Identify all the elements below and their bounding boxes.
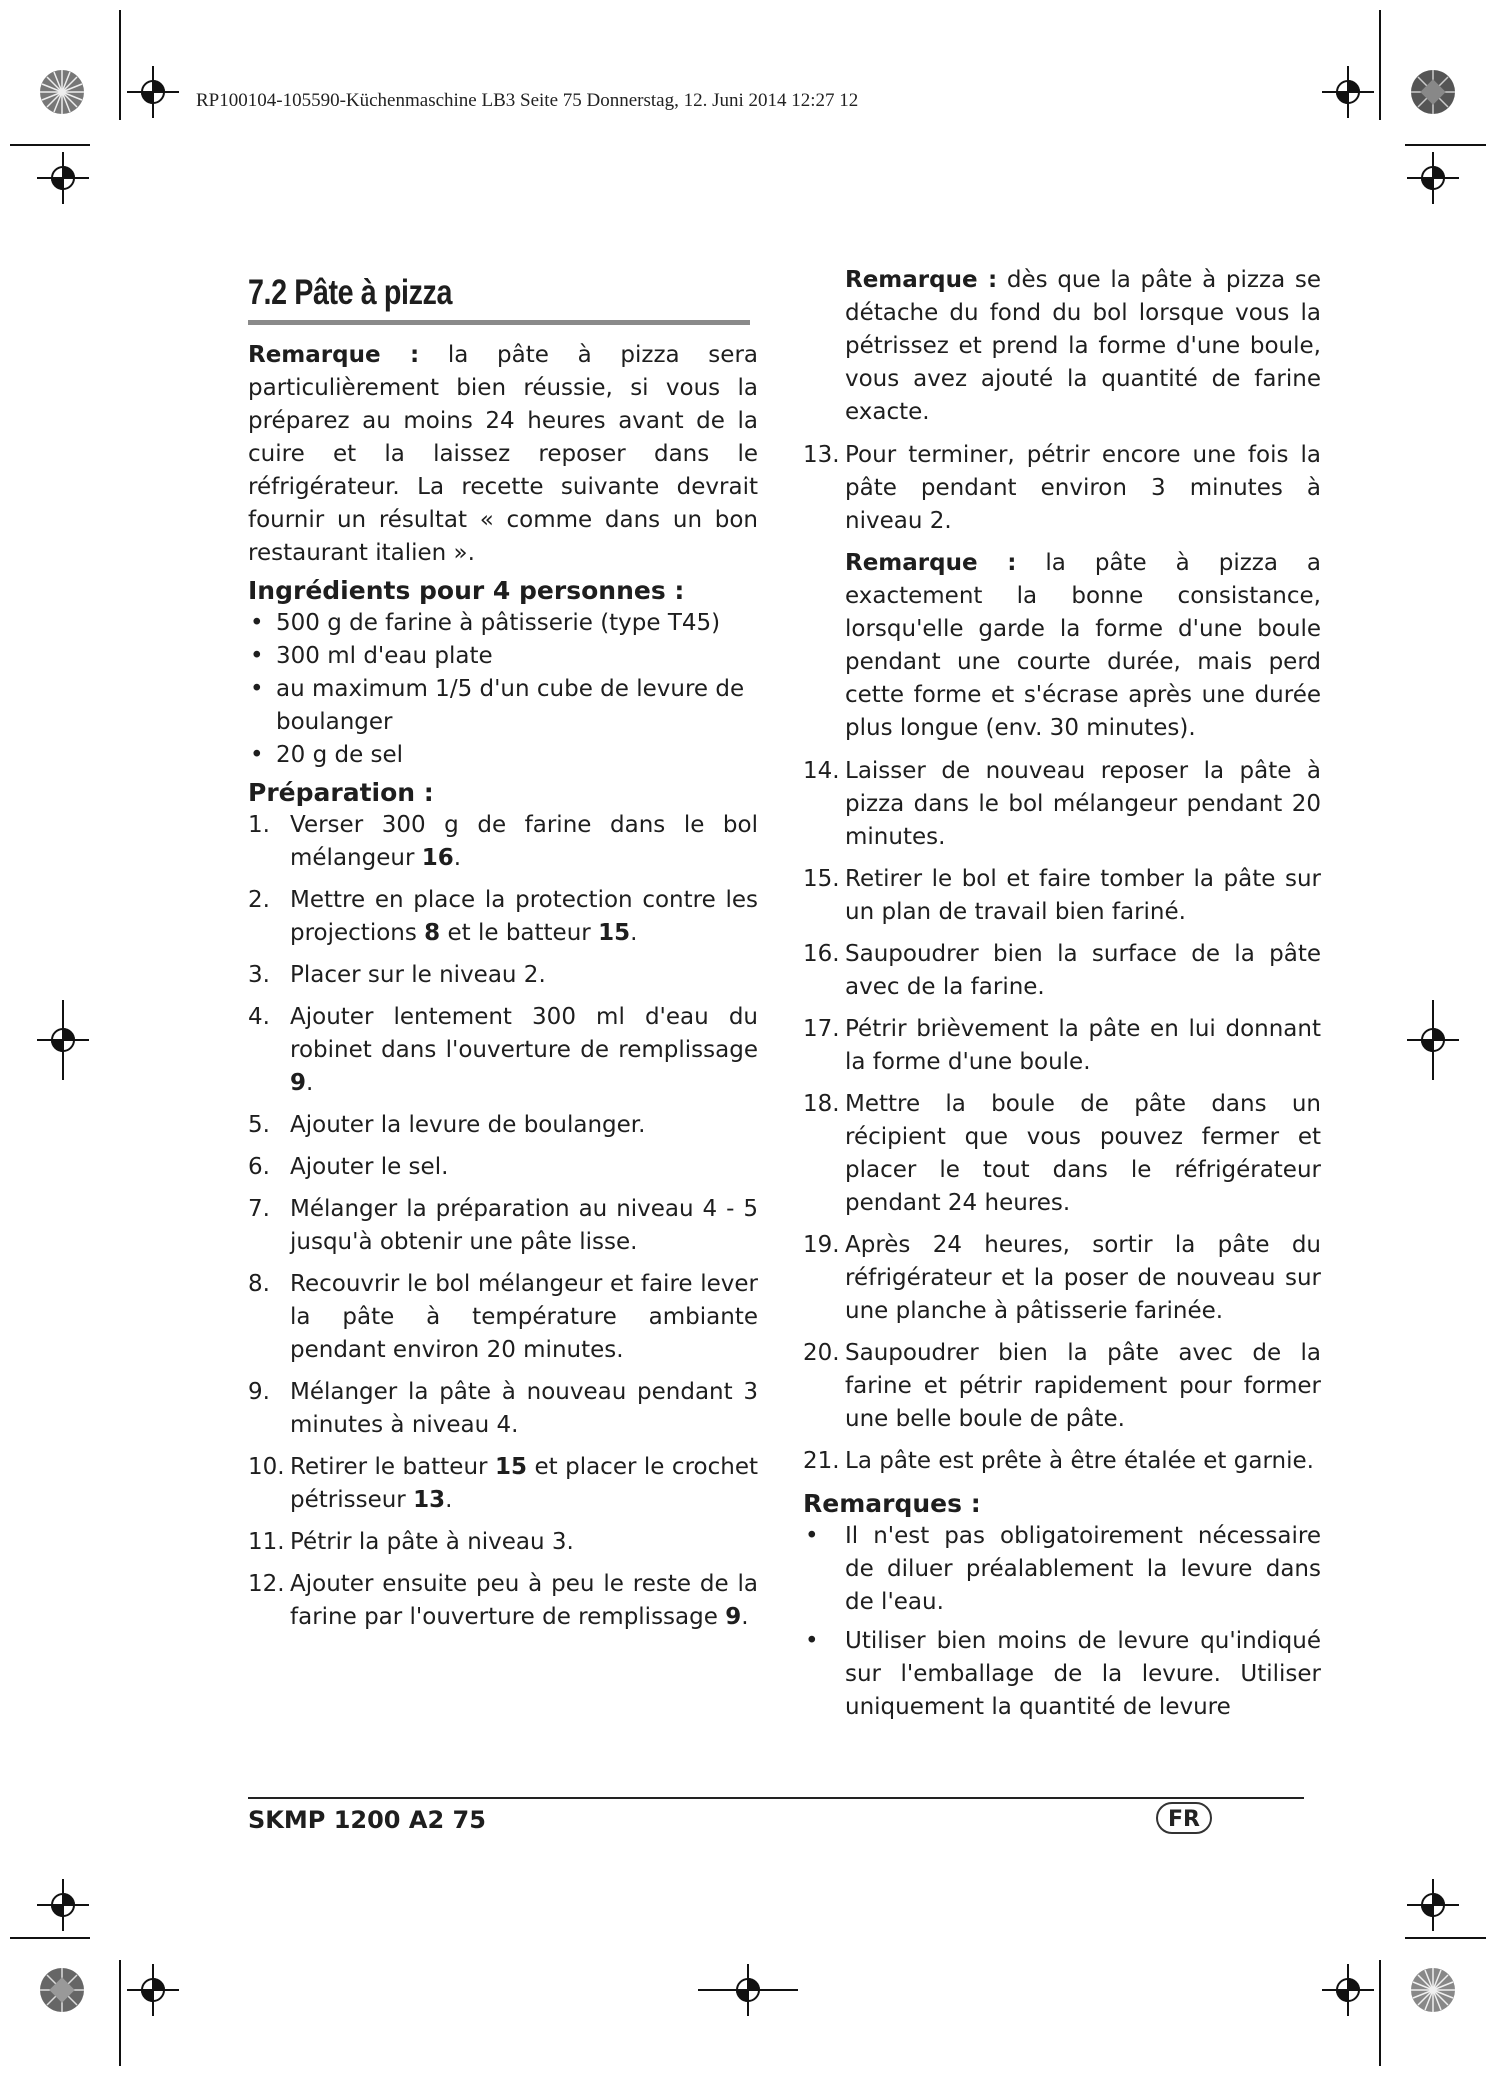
note-text: la pâte à pizza sera particulièrement bien réussie, si vous la préparez au moins 24 heures avant de la cuire et la laissez reposer dans le réfrigérateur. La recette suivante devrait fournir un résultat « comme dans un bon restaurant italien ». [248, 342, 758, 566]
step-text: Mettre en place la protection contre les projections [290, 887, 758, 946]
ingredient-item: • 300 ml d'eau plate [248, 640, 758, 673]
remarks-heading: Remarques : [803, 1489, 981, 1518]
step-end: . [741, 1604, 749, 1630]
step-item [248, 1568, 758, 1634]
step-end: . [453, 845, 462, 871]
step-item [248, 1001, 758, 1100]
step-item [248, 1268, 758, 1367]
step-text: et placer le crochet pétrisseur [290, 1454, 758, 1513]
note-paragraph [845, 547, 1321, 745]
step-item [248, 1526, 758, 1559]
preparation-steps-continued [803, 755, 1321, 1478]
step-number: 11. [248, 1529, 285, 1555]
step-text: Pour terminer, pétrir encore une fois la pâte pendant environ 3 minutes à niveau 2. [845, 442, 1321, 534]
step-text: Mettre la boule de pâte dans un récipient que vous pouvez fermer et placer le tout dans le réfrigérateur pendant 24 heures. [845, 1091, 1321, 1216]
step-text: Mélanger la pâte à nouveau pendant 3 minutes à niveau 4. [290, 1379, 758, 1438]
step-text: Retirer le batteur [290, 1454, 495, 1480]
part-reference: 15 [598, 920, 631, 946]
step-item [803, 1337, 1321, 1436]
step-number: 19. [803, 1232, 840, 1258]
step-number: 18. [803, 1091, 840, 1117]
step-text: Laisser de nouveau reposer la pâte à pizza dans le bol mélangeur pendant 20 minutes. [845, 758, 1321, 850]
step-item [248, 1151, 758, 1184]
note-paragraph [248, 339, 758, 570]
ingredient-item: • au maximum 1/5 d'un cube de levure de boulanger [248, 673, 758, 739]
step-item [248, 1376, 758, 1442]
step-item [803, 1445, 1321, 1478]
ingredients-list [248, 607, 758, 772]
step-item [248, 884, 758, 950]
step-text: Pétrir la pâte à niveau 3. [290, 1529, 574, 1555]
ingredient-item: • 500 g de farine à pâtisserie (type T45) [248, 607, 758, 640]
note-text: la pâte à pizza a exactement la bonne consistance, lorsqu'elle garde la forme d'une boule pendant une courte durée, mais perd cette forme et s'écrase après une durée plus longue (env. 30 minutes). [845, 550, 1321, 741]
note-label: Remarque : [248, 342, 420, 368]
title-underline [248, 320, 750, 325]
left-column [248, 262, 758, 1643]
step-number: 9. [248, 1379, 270, 1405]
part-reference: 16 [421, 845, 454, 871]
step-text: Ajouter la levure de boulanger. [290, 1112, 646, 1138]
step-end: . [445, 1487, 453, 1513]
note-label: Remarque : [845, 550, 1017, 576]
section-title: 7.2 Pâte à pizza [248, 273, 453, 312]
remarks-list [803, 1520, 1321, 1724]
note-paragraph [845, 264, 1321, 429]
step-number: 21. [803, 1448, 840, 1474]
step-text: Saupoudrer bien la pâte avec de la farine et pétrir rapidement pour former une belle boule de pâte. [845, 1340, 1321, 1432]
step-item [803, 755, 1321, 854]
step-end: . [306, 1070, 314, 1096]
step-item [248, 1451, 758, 1517]
step-text: Recouvrir le bol mélangeur et faire lever la pâte à température ambiante pendant environ 20 minutes. [290, 1271, 758, 1363]
step-number: 15. [803, 866, 840, 892]
step-number: 20. [803, 1340, 840, 1366]
step-item [803, 1013, 1321, 1079]
step-item [248, 1109, 758, 1142]
part-reference: 8 [424, 920, 441, 946]
language-badge: FR [1156, 1802, 1212, 1834]
step-item [803, 1229, 1321, 1328]
step-number: 16. [803, 941, 840, 967]
step-text: Pétrir brièvement la pâte en lui donnant la forme d'une boule. [845, 1016, 1321, 1075]
step-number: 7. [248, 1196, 270, 1222]
step-item [248, 959, 758, 992]
step-text: et le batteur [440, 920, 599, 946]
step-text: Saupoudrer bien la surface de la pâte avec de la farine. [845, 941, 1321, 1000]
remark-item: • Utiliser bien moins de levure qu'indiqué sur l'emballage de la levure. Utiliser uniquement la quantité de levure [803, 1625, 1321, 1724]
step-text: Ajouter le sel. [290, 1154, 449, 1180]
step-number: 10. [248, 1454, 285, 1480]
print-header-line: RP100104-105590-Küchenmaschine LB3 Seite 75 Donnerstag, 12. Juni 2014 12:27 12 [196, 90, 859, 111]
right-column [803, 264, 1321, 1724]
remark-item: • Il n'est pas obligatoirement nécessaire de diluer préalablement la levure dans de l'eau. [803, 1520, 1321, 1619]
step-text: Mélanger la préparation au niveau 4 - 5 jusqu'à obtenir une pâte lisse. [290, 1196, 758, 1255]
step-item [803, 439, 1321, 538]
part-reference: 9 [290, 1070, 307, 1096]
part-reference: 9 [725, 1604, 742, 1630]
step-text: Placer sur le niveau 2. [290, 962, 546, 988]
preparation-steps-continued [803, 439, 1321, 538]
ingredients-heading: Ingrédients pour 4 personnes : [248, 576, 685, 605]
step-number: 6. [248, 1154, 270, 1180]
step-text: La pâte est prête à être étalée et garnie. [845, 1448, 1314, 1474]
step-number: 8. [248, 1271, 270, 1297]
step-number: 13. [803, 442, 840, 468]
step-number: 4. [248, 1004, 270, 1030]
step-text: Retirer le bol et faire tomber la pâte sur un plan de travail bien fariné. [845, 866, 1321, 925]
ingredient-item: • 20 g de sel [248, 739, 758, 772]
step-end: . [630, 920, 638, 946]
step-item [248, 1193, 758, 1259]
step-number: 5. [248, 1112, 270, 1138]
step-text: Verser 300 g de farine dans le bol mélangeur [290, 812, 758, 871]
note-label: Remarque : [845, 267, 998, 293]
step-text: Après 24 heures, sortir la pâte du réfrigérateur et la poser de nouveau sur une planche à pâtisserie farinée. [845, 1232, 1321, 1324]
part-reference: 13 [413, 1487, 446, 1513]
footer-rule [248, 1797, 1304, 1799]
step-number: 2. [248, 887, 270, 913]
step-number: 1. [248, 812, 270, 838]
step-item [803, 938, 1321, 1004]
step-text: Ajouter ensuite peu à peu le reste de la farine par l'ouverture de remplissage [290, 1571, 758, 1630]
step-number: 14. [803, 758, 840, 784]
part-reference: 15 [494, 1454, 527, 1480]
step-item [803, 863, 1321, 929]
footer-model: SKMP 1200 A2 75 [248, 1806, 486, 1834]
step-number: 12. [248, 1571, 285, 1597]
step-item [248, 809, 758, 875]
step-item [803, 1088, 1321, 1220]
preparation-heading: Préparation : [248, 778, 434, 807]
step-number: 17. [803, 1016, 840, 1042]
preparation-steps [248, 809, 758, 1634]
note-text: dès que la pâte à pizza se détache du fond du bol lorsque vous la pétrissez et prend la forme d'une boule, vous avez ajouté la quantité de farine exacte. [845, 267, 1322, 425]
step-text: Ajouter lentement 300 ml d'eau du robinet dans l'ouverture de remplissage [290, 1004, 758, 1063]
step-number: 3. [248, 962, 270, 988]
